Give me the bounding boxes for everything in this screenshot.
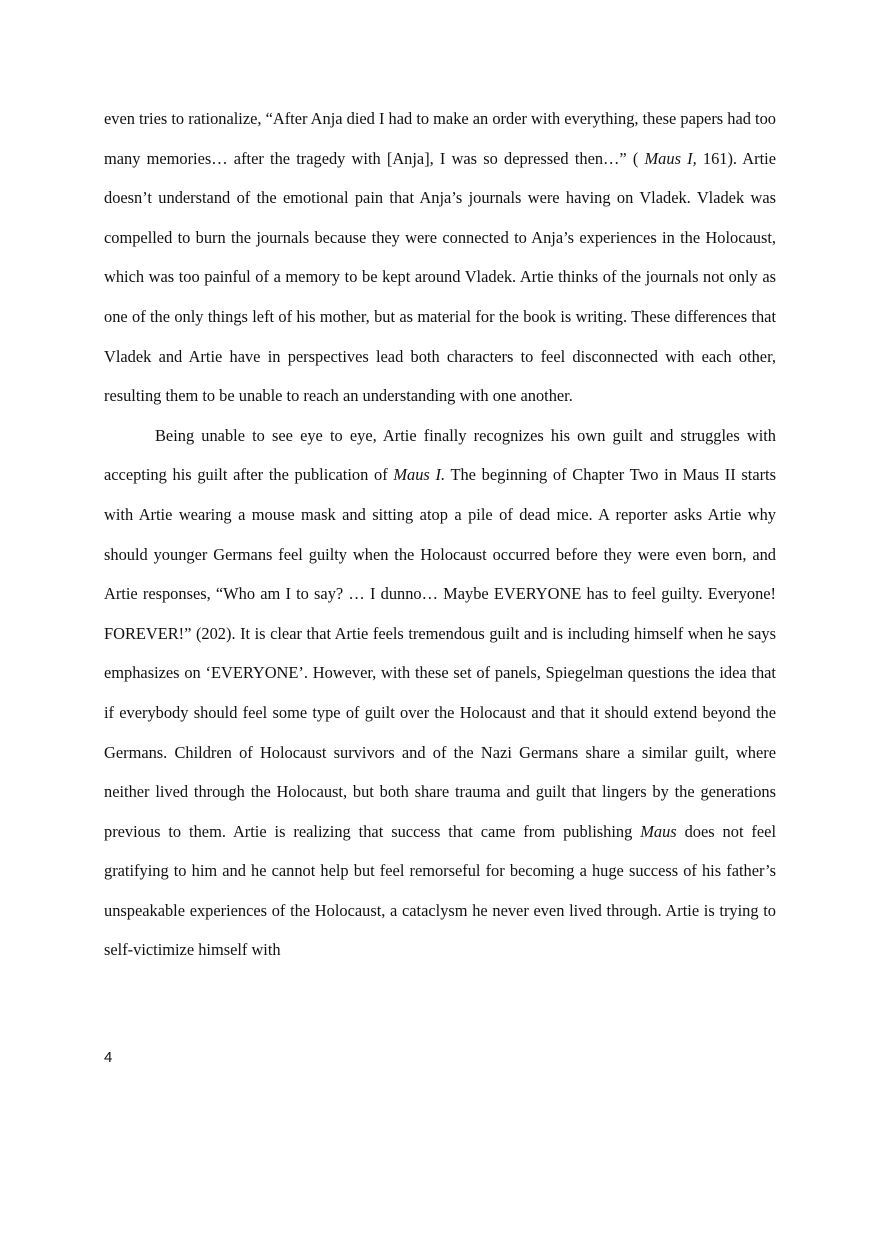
body-text xyxy=(104,99,776,970)
paragraph-text: even tries to rationalize, “After Anja died I had to make an order with everything, these papers had too many memories… after the tragedy with [Anja], I was so depressed then…” ( xyxy=(104,109,776,168)
paragraph-text: Being unable to see eye to eye, Artie finally recognizes his own guilt and struggles with accepting his guilt after the publication of xyxy=(104,425,776,485)
citation-title: Maus I, xyxy=(644,148,697,168)
paragraph-text: The beginning of Chapter Two in Maus II starts with Artie wearing a mouse mask and sitting atop a pile of dead mice. A reporter asks Artie why should younger Germans feel guilty when the Holocaust occurred before they were even born, and Artie responses, “Who am I to say? … I dunno… Maybe EVERYONE has to feel guilty. Everyone! FOREVER!” (202). It is clear that Artie feels tremendous guilt and is including himself when he says emphasizes on ‘EVERYONE’. However, with these set of panels, Spiegelman questions the idea that if everybody should feel some type of guilt over the Holocaust and that it should extend beyond the Germans. Children of Holocaust survivors and of the Nazi Germans share a similar guilt, where neither lived through the Holocaust, but both share trauma and guilt that lingers by the generations previous to them. Artie is realizing that success that came from publishing xyxy=(104,465,776,841)
paragraph-text: 161). Artie doesn’t understand of the emotional pain that Anja’s journals were having on Vladek. Vladek was compelled to burn the journals because they were connected to Anja’s experiences in the Holocaust, which was too painful of a memory to be kept around Vladek. Artie thinks of the journals not only as one of the only things left of his mother, but as material for the book is writing. These differences that Vladek and Artie have in perspectives lead both characters to feel disconnected with each other, resulting them to be unable to reach an understanding with one another. xyxy=(104,148,776,406)
page-number: 4 xyxy=(104,1049,113,1066)
paragraph-text: does not feel gratifying to him and he cannot help but feel remorseful for becoming a huge success of his father’s unspeakable experiences of the Holocaust, a cataclysm he never even lived through. Artie is trying to self-victimize himself with xyxy=(104,821,776,960)
book-title: Maus xyxy=(640,821,677,841)
book-title: Maus I. xyxy=(393,465,446,485)
paragraph-guilt xyxy=(104,416,776,970)
paragraph-continuation xyxy=(104,99,776,416)
